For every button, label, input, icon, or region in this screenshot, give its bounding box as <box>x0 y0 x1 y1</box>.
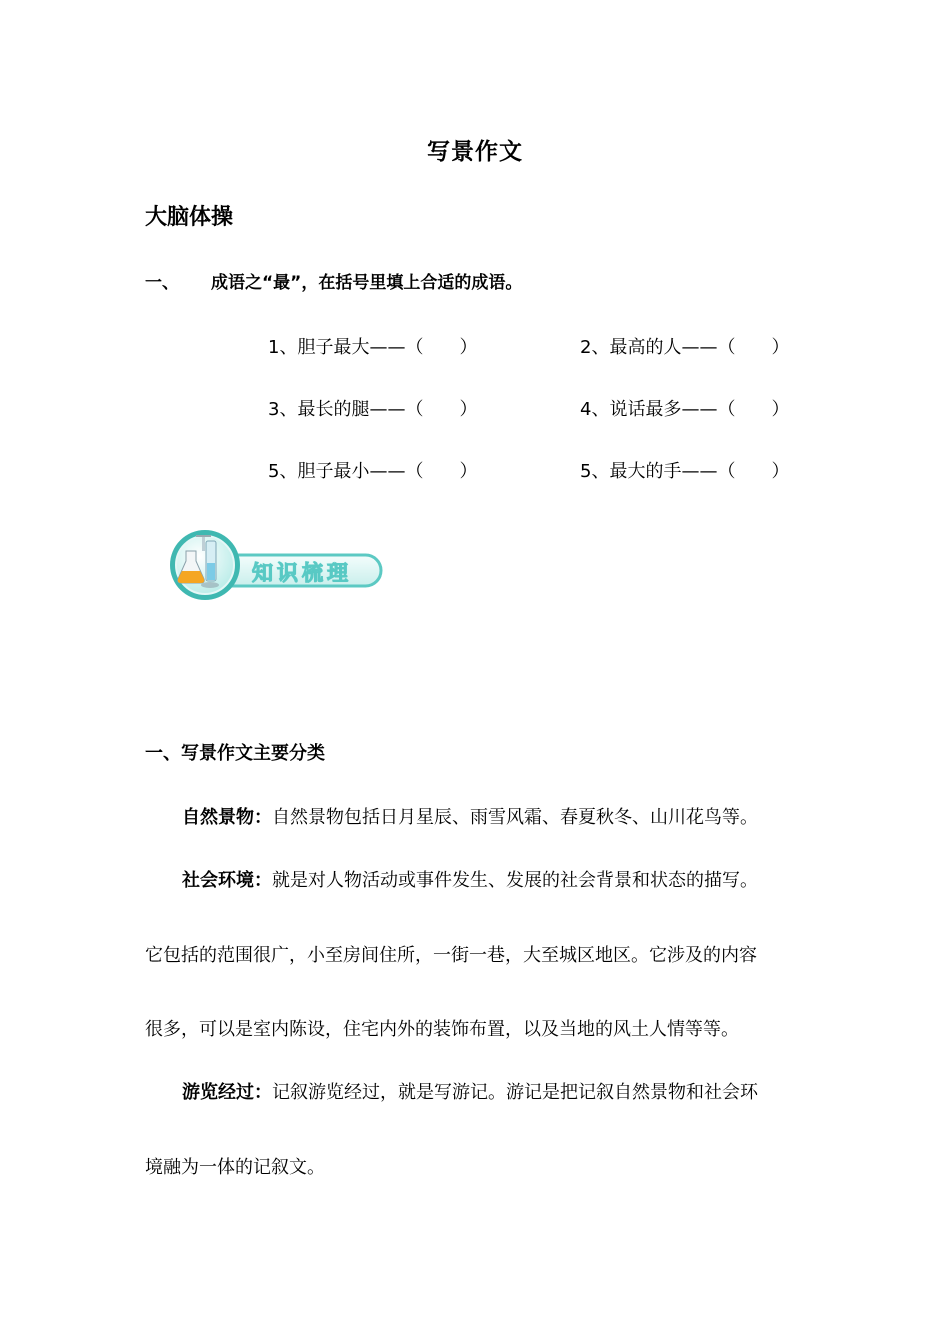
social-environment-paragraph <box>182 866 758 892</box>
exercise-label: 4、说话最多—— <box>580 399 718 420</box>
question-line <box>145 268 522 293</box>
exercise-label: 2、最高的人—— <box>580 337 718 358</box>
paragraph-text: 自然景物包括日月星辰、雨雪风霜、春夏秋冬、山川花鸟等。 <box>272 807 758 828</box>
exercise-label: 5、最大的手—— <box>580 461 718 482</box>
badge-label: 知识梳理 <box>252 561 352 585</box>
exercise-label: 1、胆子最大—— <box>268 337 406 358</box>
paragraph-line: 它包括的范围很广，小至房间住所，一街一巷，大至城区地区。它涉及的内容 <box>145 945 757 966</box>
section-heading: 大脑体操 <box>145 205 234 230</box>
term-label: 社会环境： <box>182 870 272 891</box>
answer-blank: （ ） <box>717 337 790 358</box>
answer-blank: （ ） <box>405 461 478 482</box>
term-label: 自然景物： <box>182 807 272 828</box>
answer-blank: （ ） <box>405 399 478 420</box>
natural-scenery-paragraph <box>182 803 758 829</box>
exercise-item <box>268 457 477 483</box>
exercise-item <box>580 457 789 483</box>
exercise-item <box>268 333 477 359</box>
travel-paragraph <box>182 1078 758 1104</box>
answer-blank: （ ） <box>717 461 790 482</box>
classification-title: 一、写景作文主要分类 <box>145 743 325 764</box>
paragraph-text: 就是对人物活动或事件发生、发展的社会背景和状态的描写。 <box>272 870 758 891</box>
question-number: 一、 <box>145 273 179 293</box>
exercise-label: 3、最长的腿—— <box>268 399 406 420</box>
paragraph-line: 境融为一体的记叙文。 <box>145 1157 325 1178</box>
term-label: 游览经过： <box>182 1082 272 1103</box>
exercise-item <box>268 395 477 421</box>
exercise-item <box>580 333 789 359</box>
answer-blank: （ ） <box>717 399 790 420</box>
paragraph-text: 记叙游览经过，就是写游记。游记是把记叙自然景物和社会环 <box>272 1082 758 1103</box>
paragraph-line: 很多，可以是室内陈设，住宅内外的装饰布置，以及当地的风土人情等等。 <box>145 1019 739 1040</box>
question-text: 成语之“最”，在括号里填上合适的成语。 <box>211 273 523 293</box>
document-title: 写景作文 <box>427 139 523 165</box>
answer-blank: （ ） <box>405 337 478 358</box>
exercise-item <box>580 395 789 421</box>
exercise-label: 5、胆子最小—— <box>268 461 406 482</box>
